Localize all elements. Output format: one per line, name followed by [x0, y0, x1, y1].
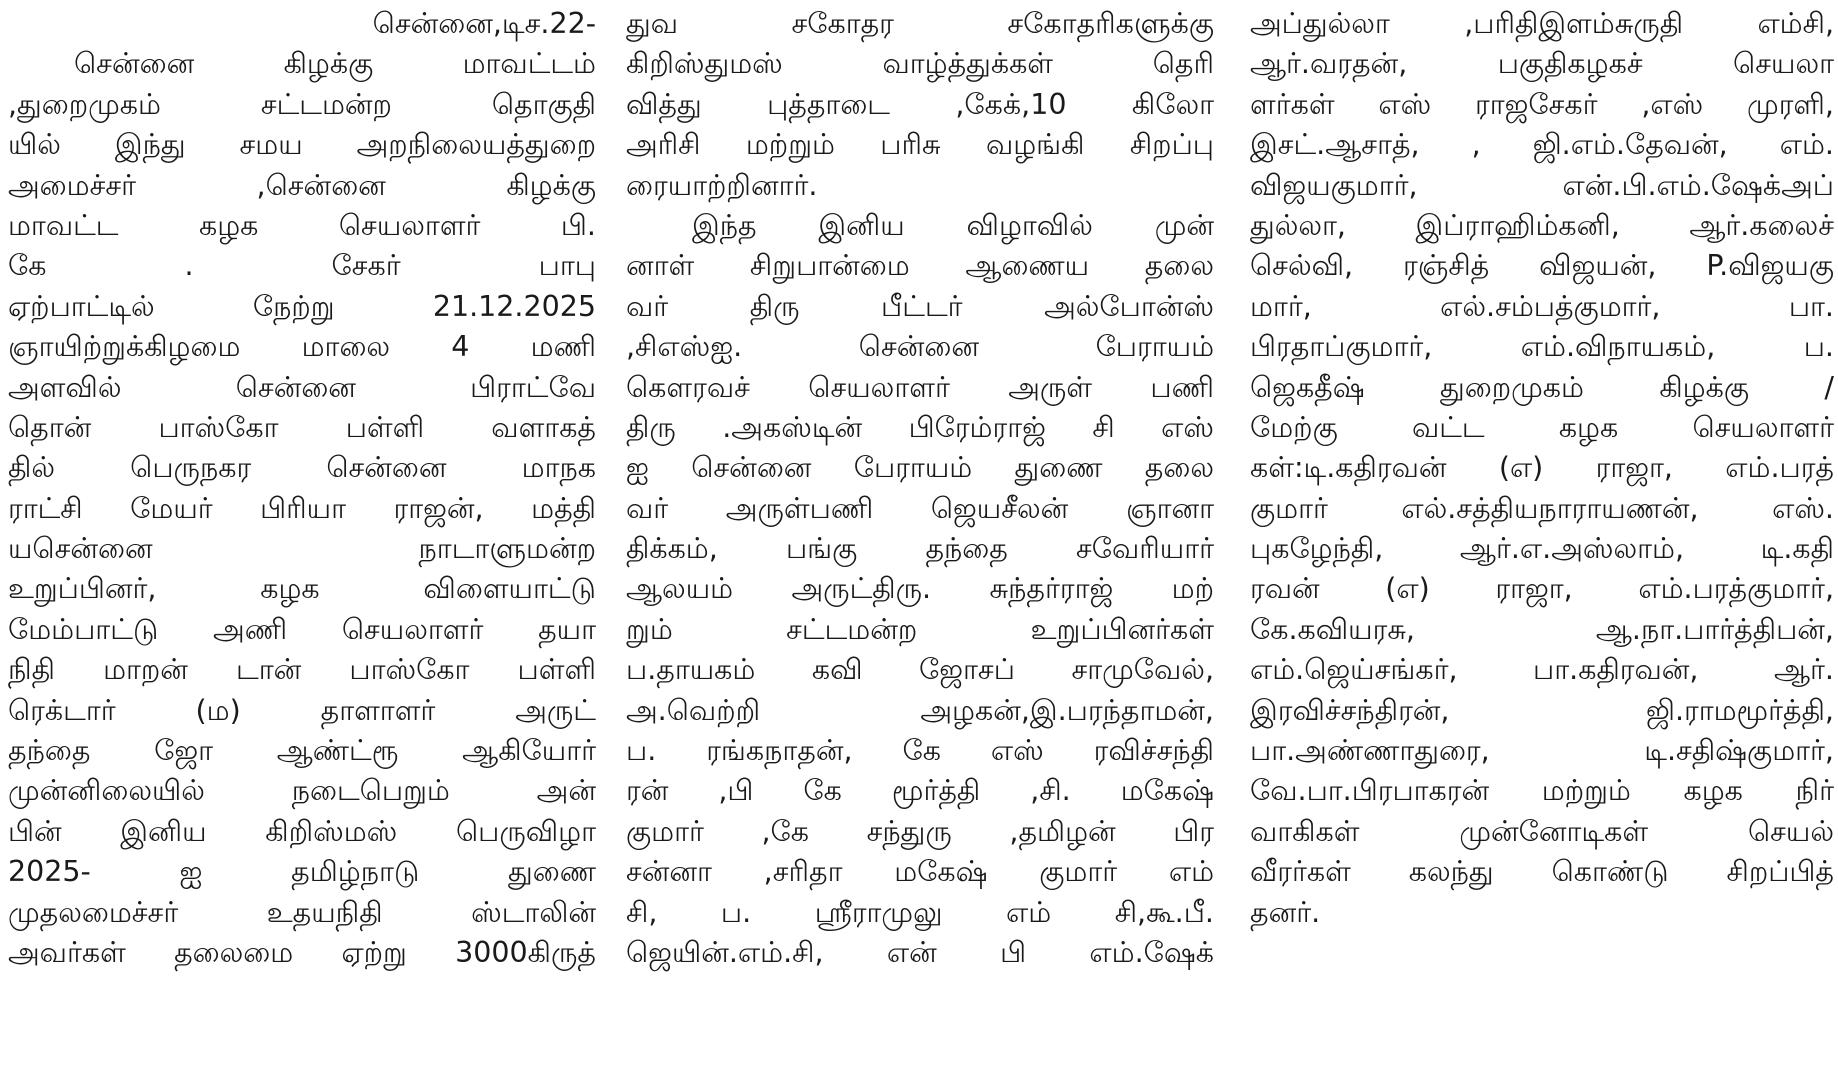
article-line: எம்.ஜெய்சங்கர், பா.கதிரவன், ஆர். [1250, 653, 1834, 687]
article-line: இந்த இனிய விழாவில் முன் [692, 208, 1214, 242]
article-line: முன்னிலையில் நடைபெறும் அன் [8, 774, 596, 808]
article-line: புகழேந்தி, ஆர்.எ.அஸ்லாம், டி.கதி [1250, 532, 1834, 566]
article-line: கிறிஸ்துமஸ் வாழ்த்துக்கள் தெரி [626, 47, 1214, 81]
article-line: கே . சேகர் பாபு [8, 249, 596, 283]
article-line: ஜெகதீஷ் துறைமுகம் கிழக்கு / [1250, 370, 1834, 404]
article-line: கௌரவச் செயலாளர் அருள் பணி [626, 370, 1214, 404]
article-line: ஆர்.வரதன், பகுதிகழகச் செயலா [1250, 47, 1834, 81]
article-line: மாவட்ட கழக செயலாளர் பி. [8, 208, 596, 242]
article-line: கே.கவியரசு, ஆ.நா.பார்த்திபன், [1250, 612, 1834, 646]
article-line: வர் திரு பீட்டர் அல்போன்ஸ் [626, 289, 1214, 323]
article-column-3 [1250, 4, 1834, 933]
article-line: ரன் ,பி கே மூர்த்தி ,சி. மகேஷ் [626, 774, 1214, 808]
article-line: குமார் எல்.சத்தியநாராயணன், எஸ். [1250, 491, 1834, 525]
article-line: முதலமைச்சர் உதயநிதி ஸ்டாலின் [8, 895, 596, 929]
article-line: வாகிகள் முன்னோடிகள் செயல் [1250, 814, 1834, 848]
article-line: வீரர்கள் கலந்து கொண்டு சிறப்பித் [1250, 855, 1834, 889]
article-line: திக்கம், பங்கு தந்தை சவேரியார் [626, 532, 1214, 566]
article-line: இரவிச்சந்திரன், ஜி.ராமமூர்த்தி, [1250, 693, 1834, 727]
article-line: மேற்கு வட்ட கழக செயலாளர் [1250, 410, 1834, 444]
article-line: ளர்கள் எஸ் ராஜசேகர் ,எஸ் முரளி, [1250, 87, 1834, 121]
article-line: ரையாற்றினார். [626, 168, 818, 202]
article-line: னாள் சிறுபான்மை ஆணைய தலை [626, 249, 1214, 283]
article-line: சென்னை கிழக்கு மாவட்டம் [74, 47, 596, 81]
article-line: ரெக்டார் (ம) தாளாளர் அருட் [8, 693, 596, 727]
article-line: ,சிஎஸ்ஐ. சென்னை பேராயம் [626, 330, 1214, 364]
article-line: ஆலயம் அருட்திரு. சுந்தர்ராஜ் மற் [626, 572, 1214, 606]
article-column-1 [8, 4, 596, 973]
article-line: றும் சட்டமன்ற உறுப்பினர்கள் [626, 612, 1214, 646]
article-line: வித்து புத்தாடை ,கேக்,10 கிலோ [626, 87, 1214, 121]
article-line: நிதி மாறன் டான் பாஸ்கோ பள்ளி [8, 653, 596, 687]
article-line: ராட்சி மேயர் பிரியா ராஜன், மத்தி [8, 491, 596, 525]
article-line: குமார் ,கே சந்துரு ,தமிழன் பிர [626, 814, 1214, 848]
article-column-2 [626, 4, 1214, 973]
article-line: ரவன் (எ) ராஜா, எம்.பரத்குமார், [1250, 572, 1834, 606]
article-line: யசென்னை நாடாளுமன்ற [8, 532, 596, 566]
article-line: சன்னா ,சரிதா மகேஷ் குமார் எம் [626, 855, 1214, 889]
article-line: பா.அண்ணாதுரை, டி.சதிஷ்குமார், [1250, 734, 1834, 768]
article-line: ஜெயின்.எம்.சி, என் பி எம்.ஷேக் [626, 935, 1214, 969]
article-line: பிரதாப்குமார், எம்.விநாயகம், ப. [1250, 330, 1834, 364]
article-line: வர் அருள்பணி ஜெயசீலன் ஞானா [626, 491, 1214, 525]
article-line: அ.வெற்றி அழகன்,இ.பரந்தாமன், [626, 693, 1214, 727]
article-line: விஜயகுமார், என்.பி.எம்.ஷேக்அப் [1250, 168, 1834, 202]
article-line: கள்:டி.கதிரவன் (எ) ராஜா, எம்.பரத் [1250, 451, 1834, 485]
article-line: தந்தை ஜோ ஆண்ட்ரூ ஆகியோர் [8, 734, 596, 768]
article-line: ஐ சென்னை பேராயம் துணை தலை [626, 451, 1214, 485]
article-line: தில் பெருநகர சென்னை மாநக [8, 451, 596, 485]
article-line: மார், எல்.சம்பத்குமார், பா. [1250, 289, 1834, 323]
article-line: 2025- ஐ தமிழ்நாடு துணை [8, 855, 596, 889]
article-line: பின் இனிய கிறிஸ்மஸ் பெருவிழா [8, 814, 596, 848]
dateline: சென்னை,டிச.22- [372, 7, 596, 40]
article-line: திரு .அகஸ்டின் பிரேம்ராஜ் சி எஸ் [626, 410, 1214, 444]
article-line: சி, ப. ஸ்ரீராமுலு எம் சி,கூ.பீ. [626, 895, 1214, 929]
article-line: ஏற்பாட்டில் நேற்று 21.12.2025 [8, 289, 596, 323]
article-line: வே.பா.பிரபாகரன் மற்றும் கழக நிர் [1250, 774, 1834, 808]
article-line: மேம்பாட்டு அணி செயலாளர் தயா [8, 612, 596, 646]
article-line: அமைச்சர் ,சென்னை கிழக்கு [8, 168, 596, 202]
article-line: அளவில் சென்னை பிராட்வே [8, 370, 596, 404]
article-line: செல்வி, ரஞ்சித் விஜயன், P.விஜயகு [1250, 249, 1834, 283]
article-line: தனர். [1250, 895, 1321, 929]
article-line: அப்துல்லா ,பரிதிஇளம்சுருதி எம்சி, [1250, 7, 1834, 40]
article-line: துவ சகோதர சகோதரிகளுக்கு [626, 7, 1214, 40]
article-line: தொன் பாஸ்கோ பள்ளி வளாகத் [8, 410, 596, 444]
article-line: அவர்கள் தலைமை ஏற்று 3000கிருத் [8, 935, 596, 969]
article-line: ஞாயிற்றுக்கிழமை மாலை 4 மணி [8, 330, 596, 364]
article-line: உறுப்பினர், கழக விளையாட்டு [8, 572, 596, 606]
article-line: ப.தாயகம் கவி ஜோசப் சாமுவேல், [626, 653, 1214, 687]
article-line: துல்லா, இப்ராஹிம்கனி, ஆர்.கலைச் [1250, 208, 1834, 242]
article-line: யில் இந்து சமய அறநிலையத்துறை [8, 128, 596, 162]
article-line: ,துறைமுகம் சட்டமன்ற தொகுதி [8, 87, 596, 121]
article-line: அரிசி மற்றும் பரிசு வழங்கி சிறப்பு [626, 128, 1214, 162]
article-line: ப. ரங்கநாதன், கே எஸ் ரவிச்சந்தி [626, 734, 1214, 768]
article-line: இசட்.ஆசாத், , ஜி.எம்.தேவன், எம். [1250, 128, 1834, 162]
